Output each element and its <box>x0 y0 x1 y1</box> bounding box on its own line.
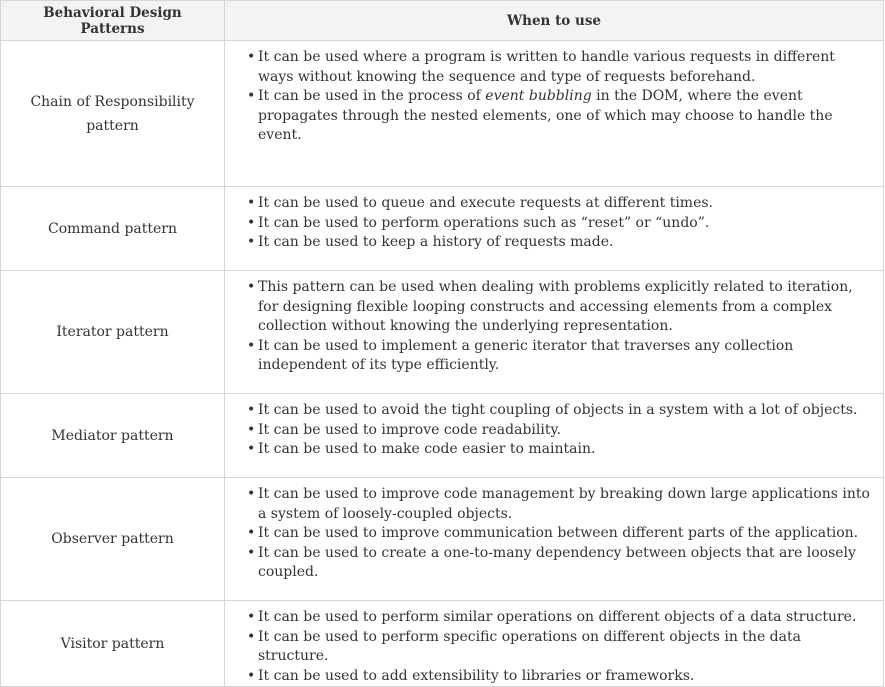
table-row <box>1 478 884 601</box>
pattern-name: Iterator pattern <box>1 271 225 394</box>
usage-item: • It can be used where a program is written to handle various requests in different ways without knowing the sequence and type of requests beforehand. <box>247 48 871 87</box>
pattern-name: Chain of Responsibility pattern <box>1 41 225 187</box>
usage-list <box>247 278 871 376</box>
usage-item: • It can be used to make code easier to maintain. <box>247 440 871 460</box>
usage-cell <box>225 271 884 394</box>
table-header-row <box>1 1 884 41</box>
usage-text: in the DOM, where the event propagates through the nested elements, one of which may choose to handle the event. <box>258 88 833 144</box>
table-row <box>1 271 884 394</box>
usage-cell <box>225 478 884 601</box>
usage-item: • It can be used to keep a history of requests made. <box>247 233 871 253</box>
table-row <box>1 41 884 187</box>
usage-item: • It can be used to perform specific operations on different objects in the data structure. <box>247 628 871 667</box>
usage-item <box>247 87 871 146</box>
emphasized-term: event bubbling <box>485 88 592 105</box>
usage-list <box>247 485 871 583</box>
usage-cell <box>225 601 884 687</box>
usage-cell <box>225 41 884 187</box>
usage-item: • It can be used to create a one-to-many dependency between objects that are loosely coupled. <box>247 544 871 583</box>
usage-item: • It can be used to add extensibility to libraries or frameworks. <box>247 667 871 687</box>
usage-item: • It can be used to perform similar operations on different objects of a data structure. <box>247 608 871 628</box>
usage-item: • It can be used to perform operations such as “reset” or “undo”. <box>247 214 871 234</box>
table-row <box>1 187 884 271</box>
usage-item: • This pattern can be used when dealing with problems explicitly related to iteration, for designing flexible looping constructs and accessing elements from a complex collection without knowing the underlying representation. <box>247 278 871 337</box>
usage-cell <box>225 394 884 478</box>
pattern-name: Mediator pattern <box>1 394 225 478</box>
pattern-name: Command pattern <box>1 187 225 271</box>
column-header-pattern: Behavioral Design Patterns <box>1 1 225 41</box>
usage-cell <box>225 187 884 271</box>
usage-list <box>247 401 871 460</box>
column-header-when-to-use: When to use <box>225 1 884 41</box>
pattern-name: Visitor pattern <box>1 601 225 687</box>
table-row <box>1 394 884 478</box>
usage-list <box>247 194 871 253</box>
usage-text: It can be used in the process of <box>258 88 486 105</box>
table-row <box>1 601 884 687</box>
pattern-name: Observer pattern <box>1 478 225 601</box>
usage-item: • It can be used to improve code management by breaking down large applications into a system of loosely-coupled objects. <box>247 485 871 524</box>
usage-item: • It can be used to implement a generic iterator that traverses any collection independent of its type efficiently. <box>247 337 871 376</box>
usage-list <box>247 48 871 146</box>
usage-list <box>247 608 871 686</box>
usage-item: • It can be used to improve communication between different parts of the application. <box>247 524 871 544</box>
usage-item: • It can be used to improve code readability. <box>247 421 871 441</box>
usage-item: • It can be used to queue and execute requests at different times. <box>247 194 871 214</box>
usage-item: • It can be used to avoid the tight coupling of objects in a system with a lot of objects. <box>247 401 871 421</box>
